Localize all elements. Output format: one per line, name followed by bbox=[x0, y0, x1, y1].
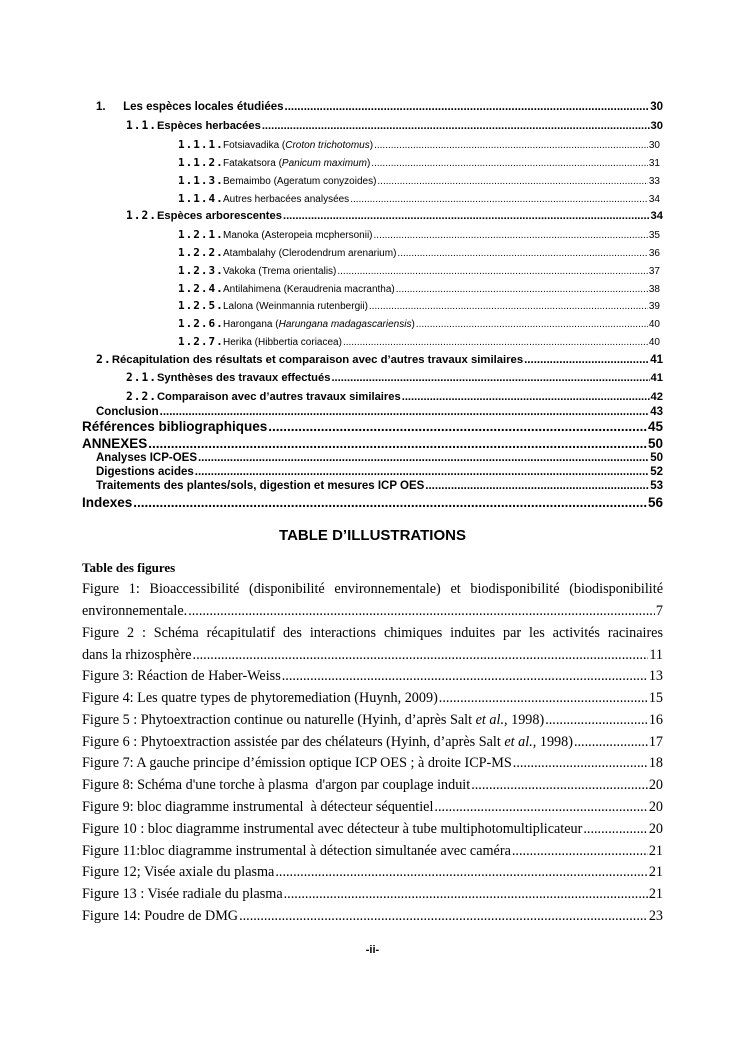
figure-page: 23 bbox=[648, 908, 663, 924]
figure-page: 7 bbox=[655, 603, 663, 619]
figure-entry bbox=[82, 625, 663, 664]
toc-title: Fatakatsora (Panicum maximum) bbox=[223, 158, 371, 169]
page-number-footer: -ii- bbox=[365, 944, 380, 956]
toc-page: 30 bbox=[650, 120, 663, 132]
toc-entry bbox=[178, 335, 660, 348]
toc-entry bbox=[96, 352, 663, 366]
toc-entry bbox=[178, 192, 660, 205]
toc-title: Les espèces locales étudiées bbox=[123, 101, 284, 113]
toc-entry bbox=[96, 452, 663, 464]
figure-title: dans la rhizosphère bbox=[82, 647, 192, 663]
figure-leader bbox=[282, 668, 648, 685]
toc-entry bbox=[178, 299, 660, 312]
figure-entry bbox=[82, 821, 663, 838]
toc-leader bbox=[374, 140, 648, 151]
toc-title: Analyses ICP-OES bbox=[96, 452, 197, 464]
figure-page: 20 bbox=[648, 821, 663, 837]
toc-title: Synthèses des travaux effectués bbox=[156, 372, 331, 384]
toc-entry bbox=[126, 209, 663, 222]
figure-title: Figure 9: bloc diagramme instrumental à détecteur séquentiel bbox=[82, 799, 434, 815]
figure-leader bbox=[239, 908, 648, 925]
toc-title: Lalona (Weinmannia rutenbergii) bbox=[223, 301, 368, 312]
figure-last-line bbox=[82, 799, 663, 816]
toc-leader bbox=[402, 391, 650, 403]
toc-page: 37 bbox=[648, 266, 660, 277]
toc-entry bbox=[96, 480, 663, 492]
toc-title: Espèces arborescentes bbox=[156, 210, 282, 222]
toc-number: 1.1.2. bbox=[178, 156, 224, 169]
figure-page: 20 bbox=[648, 799, 663, 815]
figure-leader bbox=[188, 603, 655, 620]
toc-page: 43 bbox=[650, 406, 663, 418]
toc-entry bbox=[178, 282, 660, 295]
toc-number: 1.1.4. bbox=[178, 192, 224, 205]
figure-last-line bbox=[82, 668, 663, 685]
figure-page: 16 bbox=[648, 712, 663, 728]
figure-last-line bbox=[82, 843, 663, 860]
toc-title: Bemaimbo (Ageratum conyzoides) bbox=[223, 176, 377, 187]
figure-page: 11 bbox=[649, 647, 663, 663]
figure-last-line bbox=[82, 886, 663, 903]
figure-page: 21 bbox=[648, 864, 663, 880]
figure-page: 13 bbox=[648, 668, 663, 684]
toc-page: 36 bbox=[648, 248, 660, 259]
figure-last-line bbox=[82, 603, 663, 620]
figure-title: Figure 3: Réaction de Haber-Weiss bbox=[82, 668, 281, 684]
toc-page: 56 bbox=[647, 495, 663, 510]
toc-number: 1. bbox=[96, 101, 106, 113]
figure-leader bbox=[583, 821, 647, 838]
figure-entry bbox=[82, 908, 663, 925]
toc-leader bbox=[369, 301, 648, 312]
toc-number: 1.2.3. bbox=[178, 264, 224, 277]
figure-last-line bbox=[82, 647, 663, 664]
figure-entry bbox=[82, 864, 663, 881]
toc-number: 1.2.4. bbox=[178, 282, 224, 295]
figure-leader bbox=[284, 886, 648, 903]
toc-page: 31 bbox=[648, 158, 660, 169]
figure-title: Figure 11:bloc diagramme instrumental à détection simultanée avec caméra bbox=[82, 843, 511, 859]
toc-page: 42 bbox=[650, 391, 663, 403]
toc-page: 41 bbox=[650, 372, 663, 384]
toc-leader bbox=[337, 266, 648, 277]
toc-entry bbox=[178, 264, 660, 277]
toc-page: 41 bbox=[650, 354, 663, 366]
figure-title: Figure 6 : Phytoextraction assistée par des chélateurs (Hyinh, d’après Salt et al., 1998) bbox=[82, 734, 573, 750]
toc-leader bbox=[160, 406, 650, 418]
toc-leader bbox=[425, 480, 649, 492]
toc-leader bbox=[416, 319, 648, 330]
toc-page: 33 bbox=[648, 176, 660, 187]
toc-entry bbox=[82, 495, 663, 510]
toc-leader bbox=[195, 466, 649, 478]
toc-leader bbox=[371, 158, 648, 169]
toc-leader bbox=[133, 495, 647, 510]
toc-page: 30 bbox=[648, 140, 660, 151]
toc-leader bbox=[268, 419, 647, 434]
toc-entry bbox=[126, 119, 663, 132]
toc-title: Manoka (Asteropeia mcphersonii) bbox=[223, 230, 373, 241]
figure-title: Figure 10 : bloc diagramme instrumental avec détecteur à tube multiphotomultiplicateur bbox=[82, 821, 583, 837]
toc-number: 1.2.1. bbox=[178, 228, 224, 241]
toc-page: 30 bbox=[650, 101, 663, 113]
toc-title: ANNEXES bbox=[82, 436, 148, 451]
figure-title-line: Figure 1: Bioaccessibilité (disponibilité environnementale) et biodisponibilité (biodisponibilité bbox=[82, 581, 663, 597]
toc-page: 34 bbox=[648, 194, 660, 205]
toc-number: 1.1.1. bbox=[178, 138, 224, 151]
toc-number: 1.2. bbox=[126, 209, 157, 222]
toc-title: Espèces herbacées bbox=[156, 120, 261, 132]
toc-entry bbox=[178, 156, 660, 169]
figure-title: Figure 4: Les quatre types de phytoremediation (Huynh, 2009) bbox=[82, 690, 438, 706]
figure-entry bbox=[82, 581, 663, 620]
toc-page: 38 bbox=[648, 284, 660, 295]
figure-last-line bbox=[82, 755, 663, 772]
toc-title: Récapitulation des résultats et comparaison avec d’autres travaux similaires bbox=[111, 354, 524, 366]
toc-entry bbox=[178, 228, 660, 241]
figure-entry bbox=[82, 799, 663, 816]
toc-leader bbox=[283, 210, 650, 222]
toc-title: Références bibliographiques bbox=[82, 419, 268, 434]
toc-leader bbox=[331, 372, 649, 384]
figure-leader bbox=[545, 712, 648, 729]
toc-title: Atambalahy (Clerodendrum arenarium) bbox=[223, 248, 397, 259]
figure-entry bbox=[82, 712, 663, 729]
toc-leader bbox=[377, 176, 647, 187]
toc-page: 39 bbox=[648, 301, 660, 312]
toc-leader bbox=[350, 194, 648, 205]
figure-entry bbox=[82, 668, 663, 685]
figure-title: Figure 13 : Visée radiale du plasma bbox=[82, 886, 283, 902]
toc-leader bbox=[285, 101, 650, 113]
figure-title: Figure 8: Schéma d'une torche à plasma d'argon par couplage induit bbox=[82, 777, 471, 793]
figure-last-line bbox=[82, 712, 663, 729]
figure-last-line bbox=[82, 690, 663, 707]
toc-title: Digestions acides bbox=[96, 466, 194, 478]
toc-number: 1.1. bbox=[126, 119, 157, 132]
figure-page: 21 bbox=[648, 886, 663, 902]
toc-number: 2.2. bbox=[126, 390, 157, 403]
figure-leader bbox=[574, 734, 648, 751]
figure-title: Figure 14: Poudre de DMG bbox=[82, 908, 239, 924]
figure-last-line bbox=[82, 908, 663, 925]
figure-last-line bbox=[82, 734, 663, 751]
toc-entry bbox=[126, 371, 663, 384]
toc-number: 2. bbox=[96, 352, 112, 366]
toc-number: 1.2.6. bbox=[178, 317, 224, 330]
toc-leader bbox=[262, 120, 650, 132]
toc-title: Conclusion bbox=[96, 406, 159, 418]
toc-entry bbox=[82, 419, 663, 434]
toc-title: Herika (Hibbertia coriacea) bbox=[223, 337, 342, 348]
figure-entry bbox=[82, 886, 663, 903]
toc-entry bbox=[178, 138, 660, 151]
toc-page: 45 bbox=[647, 419, 663, 434]
toc-leader bbox=[397, 248, 647, 259]
toc-page: 40 bbox=[648, 319, 660, 330]
figure-title-line: Figure 2 : Schéma récapitulatif des interactions chimiques induites par les activités racinaires bbox=[82, 625, 663, 641]
figure-title: Figure 7: A gauche principe d’émission optique ICP OES ; à droite ICP-MS bbox=[82, 755, 512, 771]
toc-entry bbox=[178, 246, 660, 259]
figure-page: 17 bbox=[648, 734, 663, 750]
figure-title: environnementale. bbox=[82, 603, 188, 619]
toc-number: 1.2.2. bbox=[178, 246, 224, 259]
toc-number: 1.2.7. bbox=[178, 335, 224, 348]
toc-entry bbox=[96, 101, 663, 113]
toc-page: 50 bbox=[647, 436, 663, 451]
toc-page: 53 bbox=[650, 480, 663, 492]
toc-title: Vakoka (Trema orientalis) bbox=[223, 266, 337, 277]
toc-leader bbox=[343, 337, 648, 348]
figure-leader bbox=[471, 777, 648, 794]
toc-entry bbox=[178, 317, 660, 330]
figure-entry bbox=[82, 777, 663, 794]
toc-leader bbox=[374, 230, 648, 241]
figures-heading: Table des figures bbox=[82, 560, 176, 575]
toc-entry bbox=[82, 436, 663, 451]
toc-leader bbox=[396, 284, 648, 295]
figure-leader bbox=[513, 755, 648, 772]
toc-entry bbox=[96, 466, 663, 478]
figure-last-line bbox=[82, 777, 663, 794]
figure-last-line bbox=[82, 864, 663, 881]
toc-page: 40 bbox=[648, 337, 660, 348]
figure-page: 15 bbox=[648, 690, 663, 706]
toc-title: Indexes bbox=[82, 495, 133, 510]
figure-entry bbox=[82, 734, 663, 751]
figure-page: 18 bbox=[648, 755, 663, 771]
figure-last-line bbox=[82, 821, 663, 838]
figure-page: 20 bbox=[648, 777, 663, 793]
toc-title: Harongana (Harungana madagascariensis) bbox=[223, 319, 415, 330]
figure-leader bbox=[434, 799, 647, 816]
figure-page: 21 bbox=[648, 843, 663, 859]
toc-leader bbox=[198, 452, 649, 464]
toc-number: 1.1.3. bbox=[178, 174, 224, 187]
figure-title: Figure 12; Visée axiale du plasma bbox=[82, 864, 275, 880]
toc-number: 2.1. bbox=[126, 371, 157, 384]
toc-title: Fotsiavadika (Croton trichotomus) bbox=[223, 140, 374, 151]
figure-leader bbox=[512, 843, 648, 860]
illustrations-title: TABLE D’ILLUSTRATIONS bbox=[279, 527, 466, 544]
toc-number: 1.2.5. bbox=[178, 299, 224, 312]
toc-entry bbox=[178, 174, 660, 187]
toc-title: Autres herbacées analysées bbox=[223, 194, 350, 205]
figure-leader bbox=[275, 864, 647, 881]
toc-entry bbox=[126, 390, 663, 403]
toc-page: 50 bbox=[650, 452, 663, 464]
figure-entry bbox=[82, 755, 663, 772]
toc-title: Comparaison avec d’autres travaux similaires bbox=[156, 391, 401, 403]
figure-entry bbox=[82, 843, 663, 860]
toc-page: 34 bbox=[650, 210, 663, 222]
toc-entry bbox=[96, 406, 663, 418]
toc-leader bbox=[524, 354, 649, 366]
toc-page: 52 bbox=[650, 466, 663, 478]
toc-title: Antilahimena (Keraudrenia macrantha) bbox=[223, 284, 395, 295]
figure-leader bbox=[193, 647, 649, 664]
figure-title: Figure 5 : Phytoextraction continue ou naturelle (Hyinh, d’après Salt et al., 1998) bbox=[82, 712, 545, 728]
toc-page: 35 bbox=[648, 230, 660, 241]
toc-leader bbox=[148, 436, 647, 451]
figure-leader bbox=[439, 690, 648, 707]
figure-entry bbox=[82, 690, 663, 707]
toc-title: Traitements des plantes/sols, digestion et mesures ICP OES bbox=[96, 480, 425, 492]
